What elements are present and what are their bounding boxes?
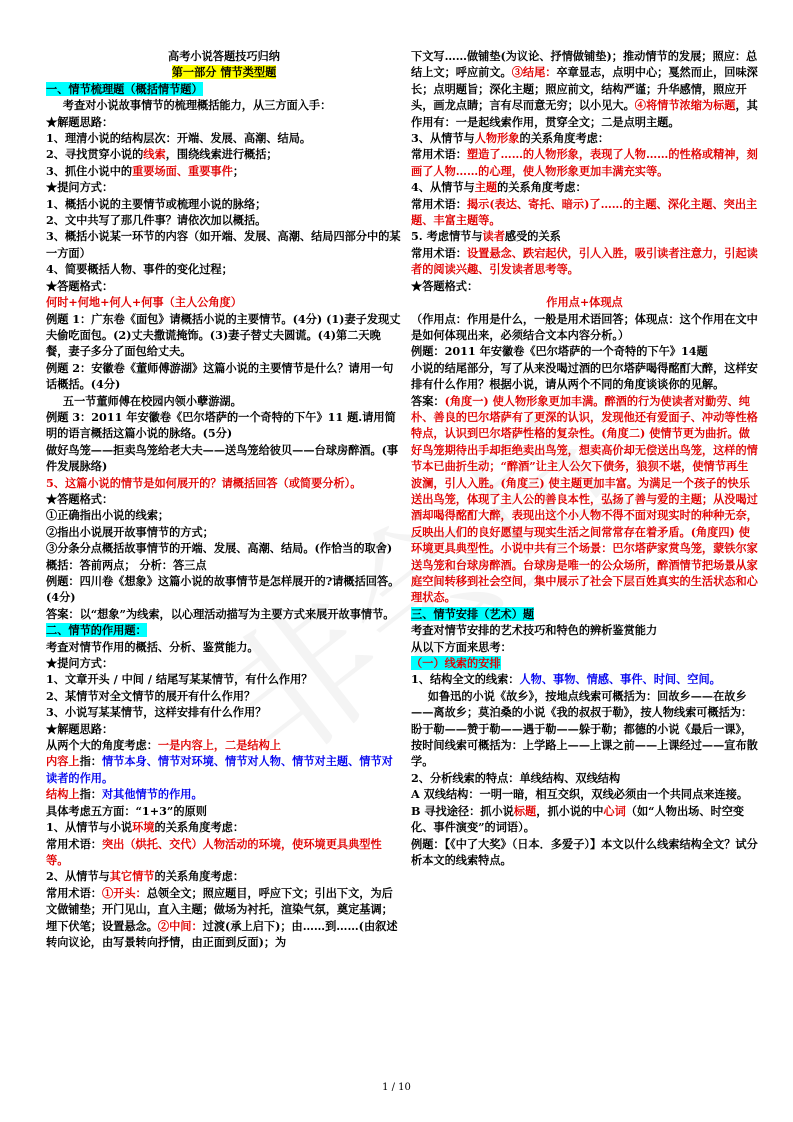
text-run: 的关系角度考虑：: [519, 131, 610, 146]
text-run: 的关系角度考虑：: [154, 820, 245, 835]
paragraph: [46, 163, 402, 179]
text-run: 二、情节的作用题：: [46, 623, 147, 638]
text-run: 设置悬念、跌宕起伏，引人入胜，吸引读者注意力，引起读者的阅读兴趣、引发读者思考等。: [411, 245, 758, 277]
text-run: （一）线索的安排: [411, 656, 501, 671]
page-number: 1 / 10: [382, 1082, 411, 1093]
paragraph: 考查对小说故事情节的梳理概括能力，从三方面入手：: [62, 98, 332, 113]
text-run: 5、这篇小说的情节是如何展开的？请概括回答（或简要分析）。: [46, 475, 362, 490]
left-column: [46, 48, 402, 950]
paragraph: 例题 3：2011 年安徽卷《巴尔塔萨的一个奇特的下午》11 题.请用简明的语言概括这篇小说的脉络。(5分): [46, 409, 396, 441]
paragraph: 3、概括小说某一环节的内容（如开端、发展、高潮、结局四部分中的某一方面）: [46, 229, 401, 260]
paragraph: 如鲁迅的小说《故乡》，按地点线索可概括为：回故乡——在故乡——离故乡；莫泊桑的小说《我的叔叔于勒》，按人物线索可概括为：盼于勒——赞于勒——遇于勒——躲于勒；都德的小说《最后一课》，按时间线索可概括为：上学路上——上课之前——上课经过——宣布散学。: [411, 688, 758, 769]
paragraph: 从以下方面来思考：: [411, 639, 512, 654]
text-run: 标题: [513, 803, 537, 818]
text-run: 结构上: [46, 787, 80, 802]
text-run: 答案：: [411, 393, 445, 408]
paragraph: A 双线结构：一明一暗，相互交织，双线必须由一个共同点来连接。: [411, 787, 749, 802]
text-run: 人物形象: [474, 131, 520, 146]
right-column: [411, 48, 758, 868]
paragraph: 概括：答前两点； 分析：答三点: [46, 557, 207, 572]
text-run: ④将情节浓缩为标题: [634, 98, 736, 113]
paragraph: ★解题思路：: [46, 721, 114, 736]
paragraph: 做好鸟笼——拒卖鸟笼给老大夫——送鸟笼给彼贝——台球房醉酒。(事件发展脉络): [46, 442, 399, 474]
paragraph: [46, 868, 402, 884]
paragraph: [411, 606, 758, 622]
paragraph: （作用点：作用是什么，一般是用术语回答；体现点：这个作用在文中是如何体现出来，必须结合文本内容分析。）: [411, 311, 758, 342]
paragraph: ★答题格式：: [46, 278, 114, 293]
text-run: 塑造了……的人物形象，表现了人物……的性格或精神，刻画了人物……的心理，使人物形象更加丰满充实等。: [411, 147, 758, 178]
text-run: （如“人物出场、时空变化、事件演变”的词语）。: [411, 803, 745, 835]
paragraph: 例题 1：广东卷《面包》请概括小说的主要情节。(4分) (1)妻子发现丈夫偷吃面包。(2)丈夫撒谎掩饰。(3)妻子替丈夫圆谎。(4)第二天晚餐，妻子多分了面包给丈夫。: [46, 311, 401, 359]
paragraph: [411, 393, 758, 606]
text-run: 常用术语：: [46, 885, 102, 900]
text-run: ，抓小说的中: [536, 803, 604, 818]
paragraph: [46, 622, 402, 638]
paragraph: ①正确指出小说的线索；: [46, 508, 170, 523]
paragraph: 3、小说写某某情节，这样安排有什么作用？: [46, 705, 267, 720]
text-run: 揭示(表达、寄托、暗示)了……的主题、深化主题、突出主题、丰富主题等。: [411, 196, 758, 228]
text-run: 常用术语：: [411, 147, 467, 162]
text-run: 指：: [79, 787, 102, 802]
text-run: 下文写……做铺垫(为议论、抒情做铺垫)；推动情节的发展；照应：总结上文；呼应前文。: [411, 49, 758, 80]
text-run: 感受的关系: [504, 229, 561, 244]
paragraph: [46, 294, 402, 310]
paragraph: 考查对情节安排的艺术技巧和特色的辨析鉴赏能力: [411, 623, 658, 638]
text-run: 重要场面、重要事件: [132, 163, 233, 178]
paragraph: 具体考虑五方面：“1+3”的原则: [46, 803, 207, 818]
paragraph: [46, 475, 402, 491]
paragraph: ★提问方式：: [46, 656, 114, 671]
paragraph: 答案：以“想象”为线索，以心理活动描写为主要方式来展开故事情节。: [46, 606, 395, 621]
paragraph: ★解题思路：: [46, 114, 114, 129]
paragraph: [46, 64, 402, 80]
text-run: 何时+何地+何人+何事（主人公角度）: [46, 295, 242, 310]
text-run: 线索: [143, 147, 166, 162]
paragraph: [46, 885, 402, 951]
text-run: 的关系角度考虑：: [154, 869, 245, 884]
paragraph: [46, 819, 402, 835]
paragraph: [411, 245, 758, 278]
paragraph: 2、文中共写了那几件事？请依次加以概括。: [46, 213, 267, 228]
text-run: 第一部分 情节类型题: [171, 65, 277, 80]
text-run: 心词: [603, 803, 626, 818]
paragraph: [46, 81, 402, 97]
paragraph: 1、理清小说的结构层次：开端、发展、高潮、结局。: [46, 131, 312, 146]
paragraph: [46, 786, 402, 802]
text-run: 从两个大的角度考虑：: [46, 738, 158, 753]
text-run: ①开头：: [101, 885, 147, 900]
text-run: (角度一) 使人物形象更加丰满。醉酒的行为使读者对勤劳、纯朴、善良的巴尔塔萨有了更深的认识，发现他还有爱面子、冲动等性格特点，认识到巴尔塔萨性格的复杂性。(角度二) 使情节更为曲折。做好鸟笼期待出手却拒绝卖出鸟笼，想卖高价却无偿送出鸟笼，这样的情节本已曲折生动；“醉酒”让主人公欠下债务，狼狈不堪，使情节再生波澜，引人入胜。(角度三) 使主题更加丰富。为满足一个孩子的快乐送出鸟笼，体现了主人公的善良本性，弘扬了善与爱的主题；从没喝过酒却喝得酩酊大醉，表现出这个小人物不得不面对现实时的种种无奈，反映出人们的良好愿望与现实生活之间常常存在着矛盾。(角度四) 使环境更具典型性。小说中共有三个场景：巴尔塔萨家赏鸟笼，蒙铁尔家送鸟笼和台球房醉酒。台球房是唯一的公众场所，醉酒情节把场景从家庭空间转移到社会空间，集中展示了社会下层百姓真实的生活状态和心理状态。: [411, 393, 758, 605]
paragraph: 例题：四川卷《想象》这篇小说的故事情节是怎样展开的?请概括回答。(4分): [46, 574, 400, 605]
paragraph: [46, 753, 402, 786]
text-run: 卒章显志，点明中心；戛然而止，回味深长；点明题旨；深化主题；照应前文，结构严谨；升华感情，照应开头，画龙点睛；言有尽而意无穷；以小见大。: [411, 65, 758, 113]
text-run: 常用术语：: [46, 836, 102, 851]
paragraph: 1、概括小说的主要情节或梳理小说的脉络；: [46, 196, 267, 211]
paragraph: 例题：2011 年安徽卷《巴尔塔萨的一个奇特的下午》14题: [411, 344, 708, 359]
text-run: ②中间：: [157, 918, 203, 933]
text-run: ，其作用有：一是起线索作用，贯穿全文；二是点明主题。: [411, 98, 758, 129]
paragraph: 1、文章开头 / 中间 / 结尾写某某情节，有什么作用？: [46, 672, 313, 687]
text-run: 2、从情节与: [46, 869, 110, 884]
paragraph: ★答题格式：: [411, 278, 479, 293]
paragraph: [411, 130, 758, 146]
paragraph: 例题 2：安徽卷《董师傅游湖》这篇小说的主要情节是什么？请用一句话概括。(4分): [46, 360, 394, 392]
text-run: 对其他情节的作用。: [101, 787, 203, 802]
paragraph: 高考小说答题技巧归纳: [168, 49, 280, 63]
text-run: 情节本身、情节对环境、情节对人物、情节对主题、情节对读者的作用。: [46, 754, 393, 785]
text-run: 3、抓住小说中的: [46, 163, 133, 178]
text-run: 作用点+体现点: [546, 295, 623, 310]
text-run: 内容上: [46, 754, 80, 769]
paragraph: [411, 146, 758, 179]
paragraph: ②指出小说展开故事情节的方式；: [46, 524, 214, 539]
text-run: ，围绕线索进行概括；: [165, 147, 278, 162]
text-run: 1、从情节与小说: [46, 820, 133, 835]
text-run: 指：: [79, 754, 102, 769]
paragraph: ③分条分点概括故事情节的开端、发展、高潮、结局。(作恰当的取舍): [46, 541, 393, 556]
paragraph: [411, 179, 758, 195]
text-run: 常用术语：: [411, 196, 467, 211]
paragraph: [411, 48, 758, 130]
text-run: 5. 考虑情节与: [411, 229, 483, 244]
text-run: 的关系角度考虑：: [497, 180, 587, 195]
paragraph: [411, 655, 758, 671]
text-run: 人物、事物、情感、事件、时间、空间。: [519, 672, 721, 687]
paragraph: 小说的结尾部分，写了从来没喝过酒的巴尔塔萨喝得酩酊大醉，这样安排有什么作用？根据小说，请从两个不同的角度谈谈你的见解。: [411, 360, 758, 392]
paragraph: 2、某情节对全文情节的展开有什么作用？: [46, 688, 256, 703]
text-run: ③结尾：: [511, 65, 557, 80]
paragraph: ★答题格式：: [46, 491, 114, 506]
paragraph: [46, 836, 402, 869]
text-run: 突出（烘托、交代）人物活动的环境，使环境更具典型性等。: [46, 836, 382, 867]
text-run: 三、情节安排（艺术）题: [411, 606, 535, 621]
text-run: 环境: [132, 820, 155, 835]
paragraph: 五一节董师傅在校园内领小孽游湖。: [62, 393, 242, 408]
text-run: 2、寻找贯穿小说的: [46, 147, 144, 162]
paragraph: 4、简要概括人物、事件的变化过程；: [46, 262, 233, 277]
paragraph: [46, 737, 402, 753]
paragraph: ★提问方式：: [46, 180, 114, 195]
text-run: 常用术语：: [411, 245, 467, 260]
paragraph: [411, 803, 758, 836]
text-run: 总领全文；照应题目，呼应下文；引出下文，为后文做铺垫；开门见山，直入主题；做场为衬托，渲染气氛，奠定基调；埋下伏笔；设置悬念。: [46, 885, 393, 933]
document-page: [46, 48, 758, 1068]
text-run: ；: [232, 163, 245, 178]
text-run: 主题: [474, 180, 498, 195]
text-run: 一、情节梳理题（概括情节题）: [46, 81, 203, 96]
text-run: 3、从情节与: [411, 131, 475, 146]
paragraph: 考查对情节作用的概括、分析、鉴赏能力。: [46, 639, 259, 654]
paragraph: 例题：【《中了大奖》（日本．多爱子）】本文以什么线索结构全文？试分析本文的线索特点。: [411, 836, 758, 867]
text-run: 1、结构全文的线索：: [411, 672, 520, 687]
text-run: 其它情节: [109, 869, 155, 884]
text-run: 一是内容上，二是结构上: [157, 738, 281, 753]
text-run: B 寻找途径：抓小说: [411, 803, 514, 818]
paragraph: [411, 671, 758, 687]
paragraph: [411, 294, 758, 310]
text-run: 4、从情节与: [411, 180, 475, 195]
paragraph: 2、分析线索的特点：单线结构、双线结构: [411, 770, 621, 785]
text-run: 过渡(承上启下)；由……到……(由叙述转向议论，由写景转向抒情，由正面到反面)；为: [46, 918, 398, 949]
paragraph: [411, 228, 758, 244]
paragraph: [411, 196, 758, 229]
text-run: 读者: [482, 229, 505, 244]
paragraph: [46, 146, 402, 162]
